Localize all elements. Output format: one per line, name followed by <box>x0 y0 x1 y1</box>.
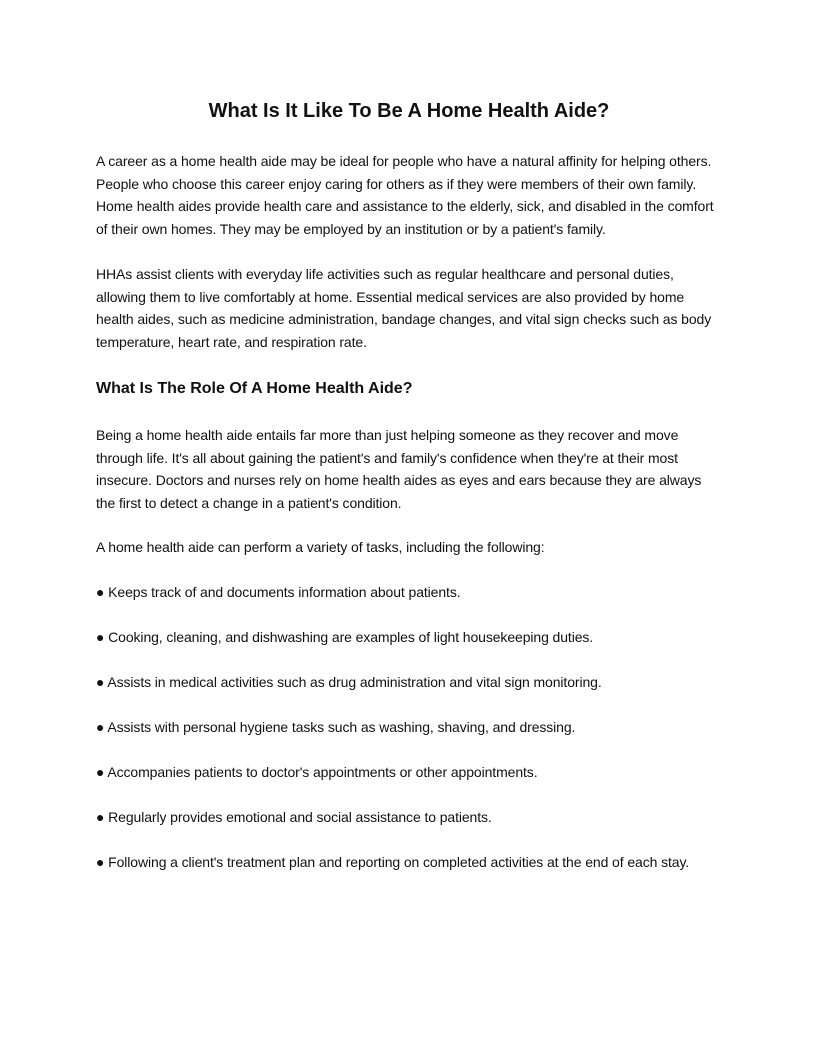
section-paragraph-1: Being a home health aide entails far more than just helping someone as they recover and move through life. It's all about gaining the patient's and family's confidence when they're at their most insecure. Doctors and nurses rely on home health aides as eyes and ears because they are always the first to detect a change in a patient's condition. <box>96 427 702 511</box>
list-item: ● Following a client's treatment plan and reporting on completed activities at the end of each stay. <box>96 854 690 870</box>
intro-paragraph-1: A career as a home health aide may be ideal for people who have a natural affinity for helping others. People who choose this career enjoy caring for others as if they were members of their own family. Home health aides provide health care and assistance to the elderly, sick, and disabled in the comfort of their own homes. They may be employed by an institution or by a patient's family. <box>96 153 714 237</box>
list-item: ● Cooking, cleaning, and dishwashing are examples of light housekeeping duties. <box>96 629 594 645</box>
document-body <box>96 96 722 874</box>
intro-paragraph-2: HHAs assist clients with everyday life activities such as regular healthcare and personal duties, allowing them to live comfortably at home. Essential medical services are also provided by home health aides, such as medicine administration, bandage changes, and vital sign checks such as body temperature, heart rate, and respiration rate. <box>96 266 712 350</box>
section-heading: What Is The Role Of A Home Health Aide? <box>96 380 413 397</box>
list-item: ● Regularly provides emotional and social assistance to patients. <box>96 809 492 825</box>
section-paragraph-2: A home health aide can perform a variety of tasks, including the following: <box>96 539 545 555</box>
task-list <box>96 581 722 874</box>
list-item: ● Accompanies patients to doctor's appointments or other appointments. <box>96 764 538 780</box>
page-title: What Is It Like To Be A Home Health Aide? <box>208 100 610 122</box>
list-item: ● Assists with personal hygiene tasks such as washing, shaving, and dressing. <box>96 719 576 735</box>
list-item: ● Assists in medical activities such as drug administration and vital sign monitoring. <box>96 674 602 690</box>
list-item: ● Keeps track of and documents information about patients. <box>96 584 461 600</box>
